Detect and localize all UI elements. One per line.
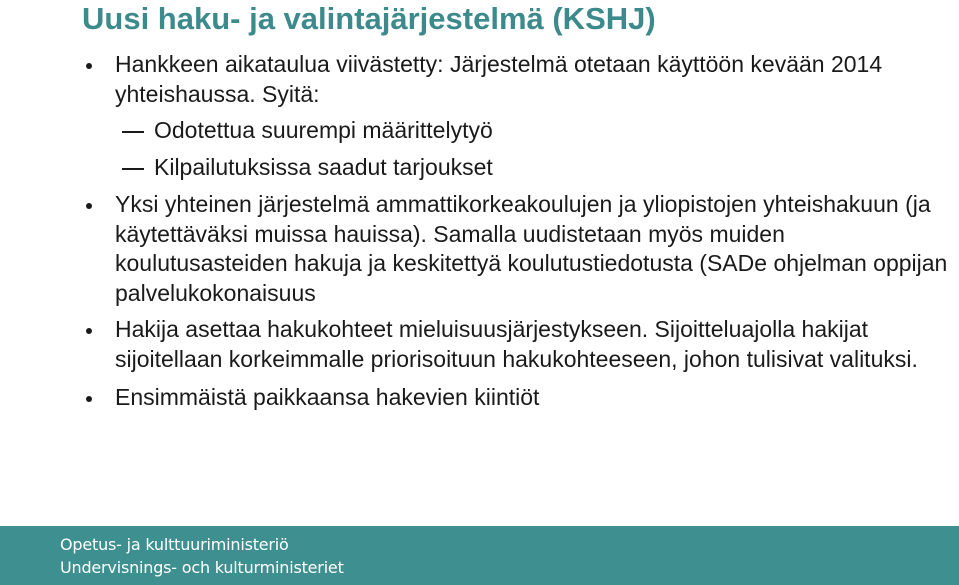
- bullet-item: [82, 50, 952, 109]
- bullet-item: [82, 190, 952, 308]
- bullet-dot-icon: [86, 396, 92, 402]
- sub-bullet-item: [82, 116, 952, 146]
- bullet-dot-icon: [86, 203, 92, 209]
- bullet-text: Hankkeen aikataulua viivästetty: Järjestelmä otetaan käyttöön kevään 2014 yhteishaussa. Syitä:: [115, 51, 883, 107]
- ministry-name-swedish: Undervisnings- och kulturministeriet: [60, 558, 344, 577]
- sub-bullet-text: Kilpailutuksissa saadut tarjoukset: [154, 153, 493, 180]
- footer-bar: [0, 526, 959, 585]
- dash-icon: [122, 168, 144, 170]
- dash-icon: [122, 131, 144, 133]
- bullet-item: [82, 383, 952, 413]
- sub-bullet-item: [82, 153, 952, 183]
- bullet-text: Yksi yhteinen järjestelmä ammattikorkeakoulujen ja yliopistojen yhteishakuun (ja käytettäväksi muissa hauissa). Samalla uudistetaan myös muiden koulutusasteiden hakuja ja keskitettyä koulutustiedotusta (SADe ohjelman oppijan palvelukokonaisuus: [115, 191, 948, 306]
- ministry-name-finnish: Opetus- ja kulttuuriministeriö: [60, 535, 289, 554]
- bullet-dot-icon: [86, 328, 92, 334]
- slide-title: Uusi haku- ja valintajärjestelmä (KSHJ): [82, 1, 656, 36]
- sub-bullet-text: Odotettua suurempi määrittelytyö: [154, 117, 493, 143]
- bullet-text: Hakija asettaa hakukohteet mieluisuusjärjestykseen. Sijoitteluajolla hakijat sijoitellaan korkeimmalle priorisoituun hakukohteeseen, johon tulisivat valituksi.: [115, 316, 918, 372]
- bullet-text: Ensimmäistä paikkaansa hakevien kiintiöt: [115, 384, 540, 410]
- bullet-item: [82, 315, 952, 374]
- bullet-list: [82, 50, 952, 413]
- bullet-dot-icon: [86, 63, 92, 69]
